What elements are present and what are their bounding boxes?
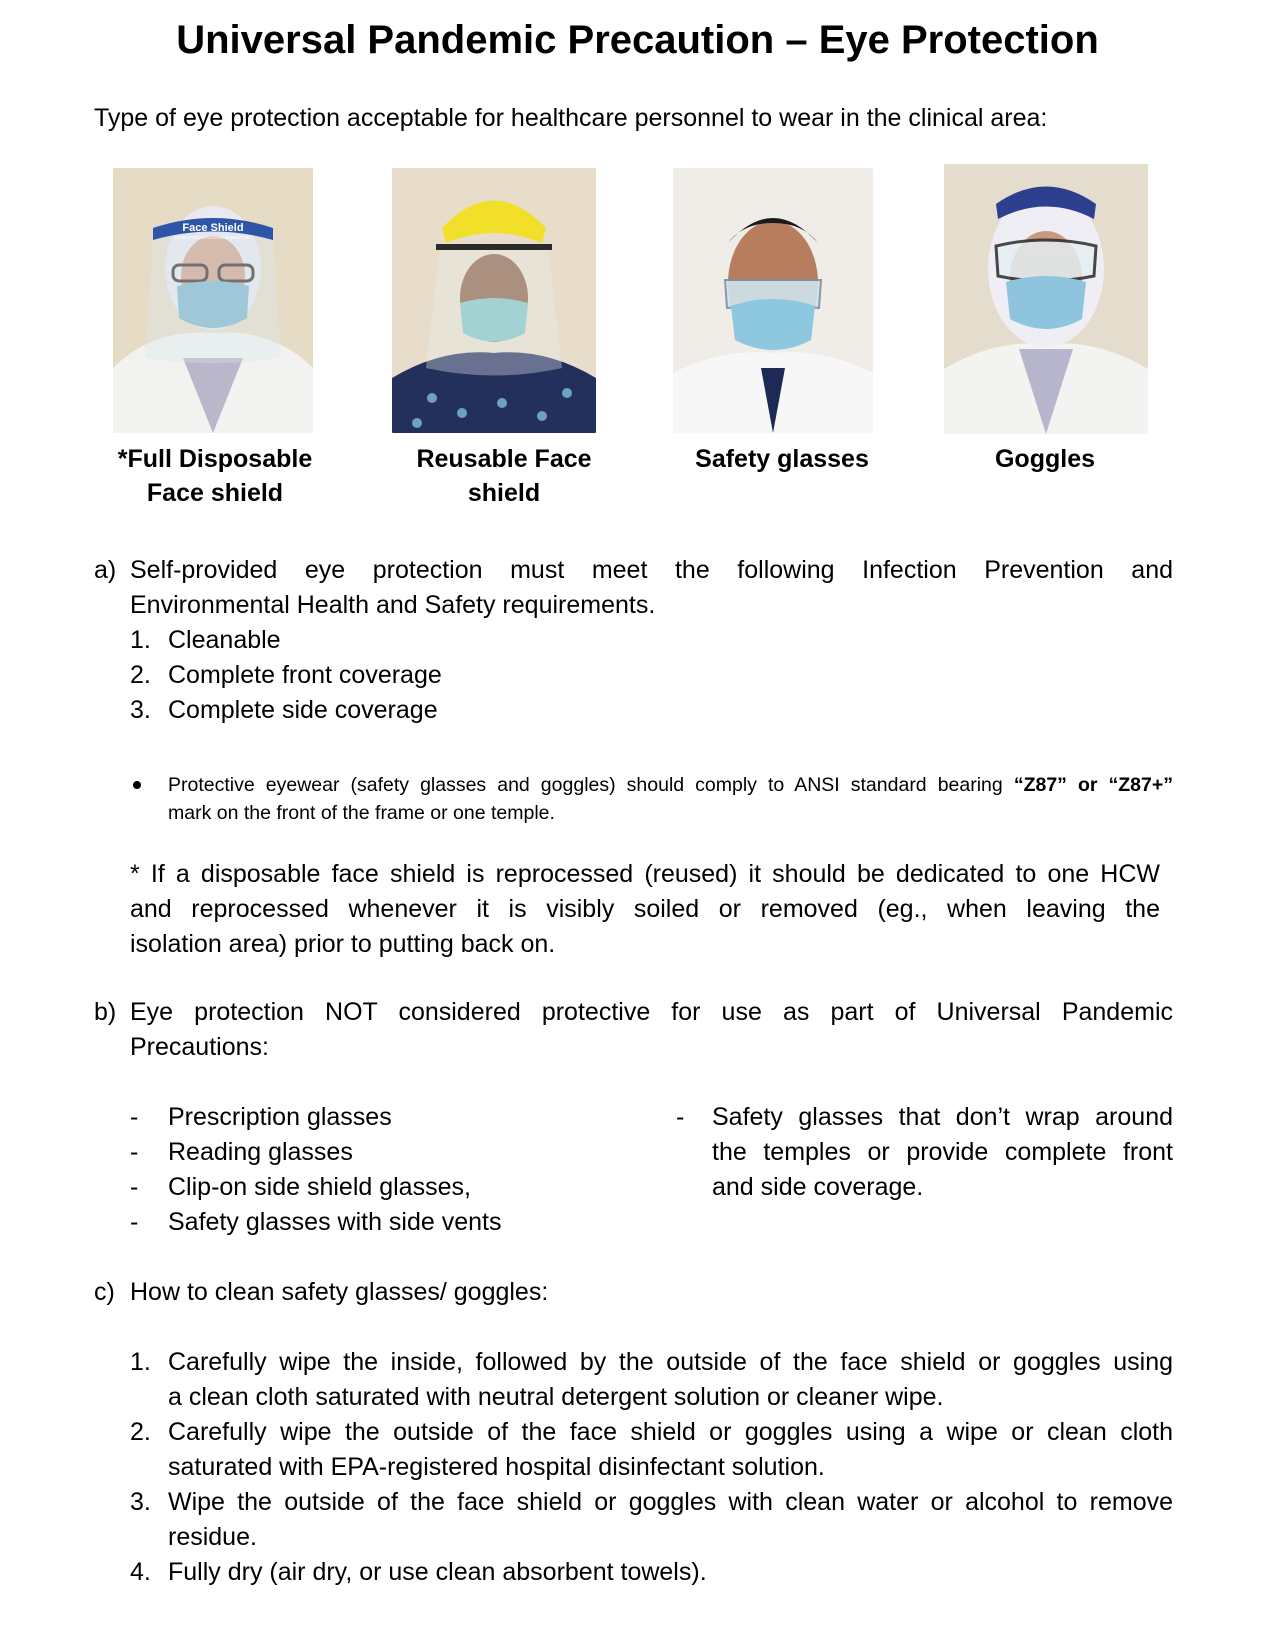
not-protective-item: Reading glasses	[168, 1138, 353, 1166]
section-b-line1: Eye protection NOT considered protective for use as part of Universal Pandemic	[130, 998, 1173, 1026]
face-shield-sublabel: KEMENTERIAN KESIHATAN MALAYSIA	[174, 235, 252, 240]
caption-line: Face shield	[146, 479, 284, 507]
photo-reusable-face-shield	[392, 168, 596, 433]
cleaning-step-line: residue.	[168, 1523, 257, 1551]
list-dash: -	[130, 1208, 139, 1236]
cleaning-step-line: Carefully wipe the inside, followed by the outside of the face shield or goggles using	[168, 1348, 1173, 1376]
ansi-bullet-bold: “Z87” or “Z87+”	[1013, 774, 1173, 796]
not-protective-item: Clip-on side shield glasses,	[168, 1173, 471, 1201]
page-title: Universal Pandemic Precaution – Eye Protection	[176, 18, 1099, 62]
not-protective-item: Safety glasses with side vents	[168, 1208, 502, 1236]
ansi-bullet-line2: mark on the front of the frame or one temple.	[168, 802, 555, 824]
caption-line: Reusable Face	[416, 445, 592, 473]
cleaning-step-line: Carefully wipe the outside of the face shield or goggles using a wipe or clean cloth	[168, 1418, 1173, 1446]
caption-line: shield	[467, 479, 541, 507]
intro-text: Type of eye protection acceptable for healthcare personnel to wear in the clinical area:	[94, 104, 1048, 132]
cleaning-step-line: Fully dry (air dry, or use clean absorbent towels).	[168, 1558, 707, 1586]
cleaning-step-line: a clean cloth saturated with neutral detergent solution or cleaner wipe.	[168, 1383, 944, 1411]
section-a-line1: Self-provided eye protection must meet the following Infection Prevention and	[130, 556, 1173, 584]
section-c-marker: c)	[94, 1278, 115, 1306]
caption-line: Safety glasses	[695, 445, 869, 473]
cleaning-step-line: Wipe the outside of the face shield or goggles with clean water or alcohol to remove	[168, 1488, 1173, 1516]
reprocess-note-line3: isolation area) prior to putting back on.	[130, 930, 556, 958]
list-dash: -	[676, 1103, 685, 1131]
photo-safety-glasses	[673, 168, 873, 433]
caption-safety-glasses	[662, 442, 902, 476]
face-shield-label: Face Shield	[182, 222, 244, 234]
bullet-icon	[133, 781, 141, 789]
section-c-heading: How to clean safety glasses/ goggles:	[130, 1278, 549, 1306]
requirement-number: 2.	[130, 661, 151, 689]
section-a-marker: a)	[94, 556, 117, 584]
ansi-bullet-line1	[168, 771, 1173, 799]
list-dash: -	[130, 1138, 139, 1166]
requirement-number: 3.	[130, 696, 151, 724]
photo-full-disposable-face-shield	[113, 168, 313, 433]
cleaning-step-number: 2.	[130, 1418, 151, 1446]
requirement-number: 1.	[130, 626, 151, 654]
caption-full-disposable	[95, 442, 335, 510]
ansi-bullet-prefix: Protective eyewear (safety glasses and goggles) should comply to ANSI standard bearing	[168, 774, 1003, 796]
section-a-line2: Environmental Health and Safety requirements.	[130, 591, 656, 619]
caption-goggles	[925, 442, 1165, 476]
cleaning-step-number: 4.	[130, 1558, 151, 1586]
cleaning-step-line: saturated with EPA-registered hospital disinfectant solution.	[168, 1453, 825, 1481]
list-dash: -	[130, 1173, 139, 1201]
caption-line: *Full Disposable	[117, 445, 313, 473]
section-b-line2: Precautions:	[130, 1033, 269, 1061]
requirement-text: Complete front coverage	[168, 661, 442, 689]
requirement-text: Cleanable	[168, 626, 281, 654]
cleaning-step-number: 3.	[130, 1488, 151, 1516]
caption-reusable-face-shield	[384, 442, 624, 510]
reprocess-note-line2: and reprocessed whenever it is visibly soiled or removed (eg., when leaving the	[130, 895, 1160, 923]
not-protective-right-line: Safety glasses that don’t wrap around	[712, 1103, 1173, 1131]
not-protective-right-line: and side coverage.	[712, 1173, 924, 1201]
list-dash: -	[130, 1103, 139, 1131]
not-protective-right-line: the temples or provide complete front	[712, 1138, 1173, 1166]
section-b-marker: b)	[94, 998, 117, 1026]
cleaning-step-number: 1.	[130, 1348, 151, 1376]
not-protective-item: Prescription glasses	[168, 1103, 392, 1131]
caption-line: Goggles	[994, 445, 1095, 473]
reprocess-note-line1: * If a disposable face shield is reprocessed (reused) it should be dedicated to one HCW	[130, 860, 1160, 888]
photo-goggles	[944, 164, 1148, 434]
requirement-text: Complete side coverage	[168, 696, 438, 724]
